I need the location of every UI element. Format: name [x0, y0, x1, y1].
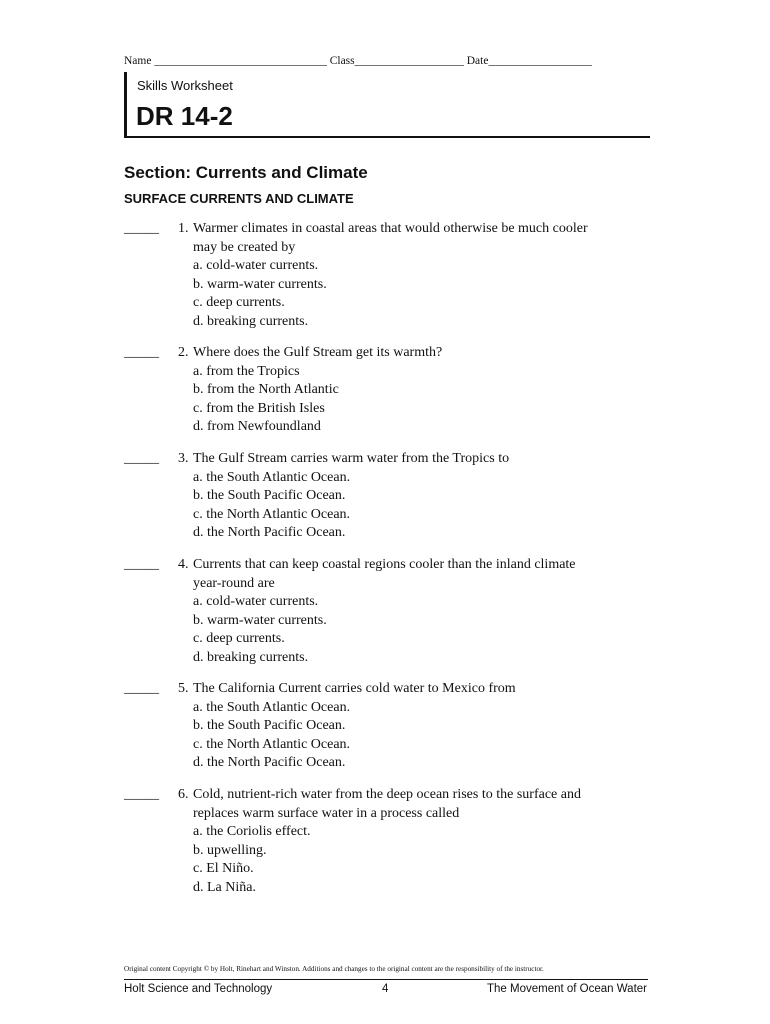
answer-option: a. from the Tropics — [193, 363, 300, 379]
answer-option: a. the South Atlantic Ocean. — [193, 699, 351, 715]
question-stem-line: Where does the Gulf Stream get its warmth? — [193, 345, 443, 360]
question-number: 4. — [178, 557, 189, 572]
answer-blank[interactable]: _____ — [124, 221, 159, 236]
answer-option: d. from Newfoundland — [193, 419, 321, 434]
question-stem-line: Cold, nutrient-rich water from the deep ocean rises to the surface and — [193, 787, 581, 802]
question-number: 5. — [178, 681, 189, 696]
question-stem-line: Currents that can keep coastal regions cooler than the inland climate — [193, 557, 576, 572]
answer-option: a. cold-water currents. — [193, 258, 319, 273]
question-stem-line: The Gulf Stream carries warm water from the Tropics to — [193, 451, 510, 466]
answer-option: b. from the North Atlantic — [193, 382, 339, 397]
answer-option: d. breaking currents. — [193, 313, 309, 329]
answer-blank[interactable]: _____ — [124, 787, 159, 802]
worksheet-title: DR 14-2 — [136, 101, 233, 131]
answer-option: c. the North Atlantic Ocean. — [193, 506, 351, 522]
footer-chapter-title: The Movement of Ocean Water — [486, 983, 647, 995]
section-title: Section: Currents and Climate — [124, 163, 368, 182]
answer-option: b. warm-water currents. — [193, 612, 327, 628]
question-2 — [124, 344, 664, 437]
footer-divider — [124, 979, 648, 980]
question-3 — [124, 450, 664, 543]
answer-blank[interactable]: _____ — [124, 681, 159, 696]
answer-option: c. El Niño. — [193, 861, 254, 876]
worksheet-subtitle: Skills Worksheet — [137, 78, 233, 93]
answer-option: a. cold-water currents. — [193, 594, 319, 609]
answer-option: d. the North Pacific Ocean. — [193, 525, 346, 540]
question-4 — [124, 556, 664, 667]
question-stem-line: Warmer climates in coastal areas that would otherwise be much cooler — [193, 221, 588, 236]
question-5 — [124, 680, 664, 773]
answer-blank[interactable]: _____ — [124, 345, 159, 360]
question-stem-line: may be created by — [193, 239, 296, 255]
answer-option: c. deep currents. — [193, 631, 285, 646]
question-stem-line: replaces warm surface water in a process called — [193, 805, 460, 821]
question-number: 2. — [178, 345, 189, 360]
worksheet-title-box — [124, 72, 650, 138]
answer-option: d. breaking currents. — [193, 649, 309, 665]
answer-option: d. the North Pacific Ocean. — [193, 755, 346, 770]
answer-blank[interactable]: _____ — [124, 451, 159, 466]
answer-option: a. the Coriolis effect. — [193, 824, 311, 839]
answer-option: c. deep currents. — [193, 295, 285, 310]
question-stem-line: The California Current carries cold water to Mexico from — [193, 681, 516, 696]
answer-option: d. La Niña. — [193, 879, 256, 895]
answer-option: a. the South Atlantic Ocean. — [193, 469, 351, 485]
name-class-date-line: Name ______________________________ Class___________________ Date__________________ — [124, 55, 592, 67]
copyright-notice: Original content Copyright © by Holt, Rinehart and Winston. Additions and changes to the original content are the responsibility of the instructor. — [124, 965, 544, 973]
question-1 — [124, 220, 664, 331]
answer-option: b. the South Pacific Ocean. — [193, 488, 346, 503]
answer-option: b. upwelling. — [193, 842, 267, 858]
section-subtitle: SURFACE CURRENTS AND CLIMATE — [124, 191, 354, 206]
question-stem-line: year-round are — [193, 575, 275, 591]
question-number: 1. — [178, 221, 189, 236]
answer-option: c. from the British Isles — [193, 400, 325, 416]
question-number: 3. — [178, 451, 189, 466]
question-6 — [124, 786, 664, 897]
answer-option: b. the South Pacific Ocean. — [193, 718, 346, 733]
page-number: 4 — [382, 983, 389, 995]
answer-option: c. the North Atlantic Ocean. — [193, 736, 351, 752]
question-number: 6. — [178, 787, 189, 802]
answer-option: b. warm-water currents. — [193, 276, 327, 292]
footer-publisher: Holt Science and Technology — [124, 983, 273, 995]
answer-blank[interactable]: _____ — [124, 557, 159, 572]
